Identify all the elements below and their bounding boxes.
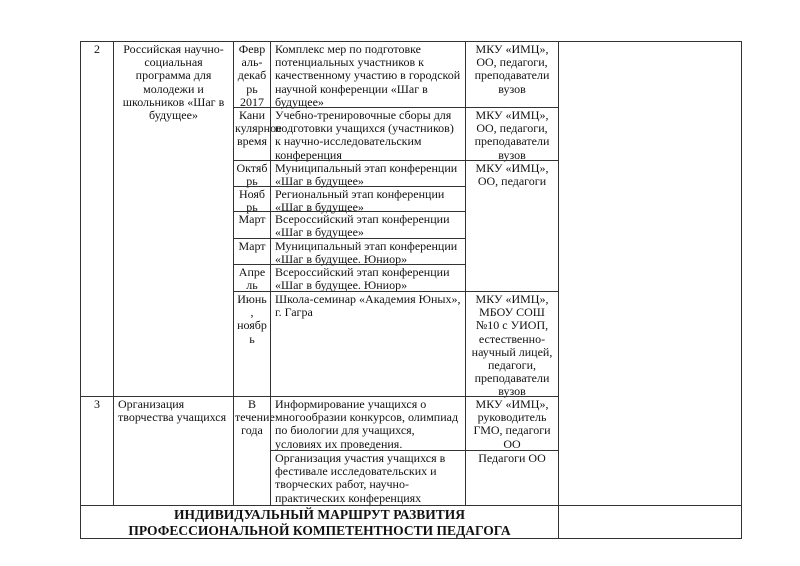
responsible-cell: МКУ «ИМЦ», ОО, педагоги, преподаватели вузов xyxy=(465,41,559,108)
responsible-cell: МКУ «ИМЦ», ОО, педагоги xyxy=(465,160,559,292)
date-cell: В течение года xyxy=(233,396,271,506)
empty-cell xyxy=(558,41,742,506)
activity-cell: Всероссийский этап конференции «Шаг в будущее» xyxy=(270,211,466,239)
activity-cell: Всероссийский этап конференции «Шаг в будущее. Юниор» xyxy=(270,264,466,292)
section-title xyxy=(80,505,559,539)
date-cell: Кани кулярное время xyxy=(233,107,271,161)
program-name: Организация творчества учащихся xyxy=(113,396,234,506)
activity-cell: Школа-семинар «Академия Юных», г. Гагра xyxy=(270,291,466,397)
section-title-line2: ПРОФЕССИОНАЛЬНОЙ КОМПЕТЕНТНОСТИ ПЕДАГОГА xyxy=(128,523,511,538)
program-name: Российская научно-социальная программа для молодежи и школьников «Шаг в будущее» xyxy=(113,41,234,397)
activity-cell: Организация участия учащихся в фестивале исследовательских и творческих работ, научно-практических конференциях xyxy=(270,450,466,506)
responsible-cell: МКУ «ИМЦ», руководитель ГМО, педагоги ОО xyxy=(465,396,559,451)
date-cell: Июнь , ноябр ь xyxy=(233,291,271,397)
date-cell: Февр аль-декаб рь 2017 xyxy=(233,41,271,108)
activity-cell: Региональный этап конференции «Шаг в будущее» xyxy=(270,186,466,212)
row-number: 2 xyxy=(80,41,114,397)
activity-cell: Муниципальный этап конференции «Шаг в будущее. Юниор» xyxy=(270,238,466,265)
section-title-line1: ИНДИВИДУАЛЬНЫЙ МАРШРУТ РАЗВИТИЯ xyxy=(173,507,466,522)
responsible-cell: Педагоги ОО xyxy=(465,450,559,506)
activity-cell: Муниципальный этап конференции «Шаг в будущее» xyxy=(270,160,466,187)
date-cell: Март xyxy=(233,211,271,239)
date-cell: Нояб рь xyxy=(233,186,271,212)
activity-cell: Учебно-тренировочные сборы для подготовки учащихся (участников) к научно-исследовательским конференция xyxy=(270,107,466,161)
row-number: 3 xyxy=(80,396,114,506)
date-cell: Октяб рь xyxy=(233,160,271,187)
responsible-cell: МКУ «ИМЦ», МБОУ СОШ №10 с УИОП, естественно-научный лицей, педагоги, преподаватели вузов xyxy=(465,291,559,397)
activity-cell: Информирование учащихся о многообразии конкурсов, олимпиад по биологии для учащихся, условиях их проведения. xyxy=(270,396,466,451)
activity-cell: Комплекс мер по подготовке потенциальных участников к качественному участию в городской научной конференции «Шаг в будущее» xyxy=(270,41,466,108)
empty-cell xyxy=(558,505,742,539)
responsible-cell: МКУ «ИМЦ», ОО, педагоги, преподаватели вузов xyxy=(465,107,559,161)
date-cell: Март xyxy=(233,238,271,265)
date-cell: Апре ль xyxy=(233,264,271,292)
